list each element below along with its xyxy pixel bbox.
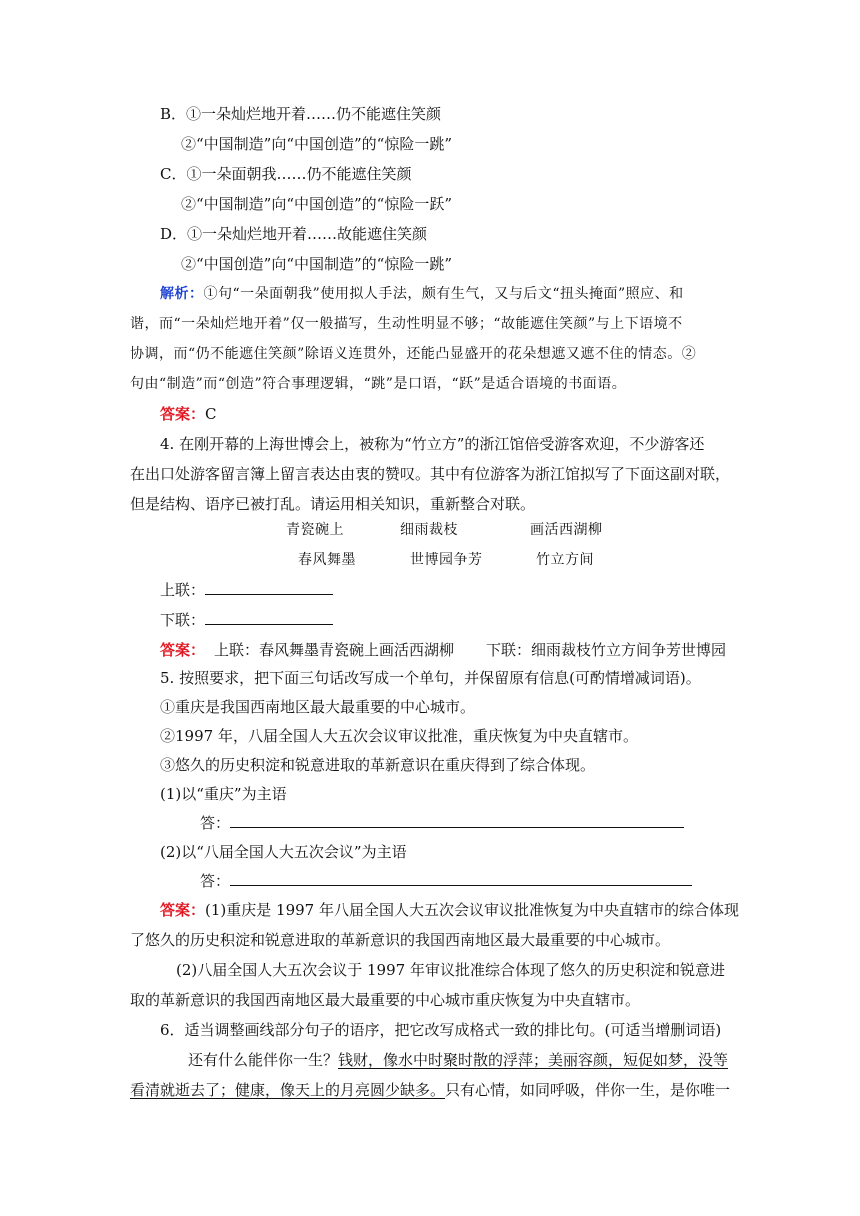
phrase: 春风舞墨 xyxy=(298,552,356,568)
option-c-line1: C．①一朵面朝我……仍不能遮住笑颜 xyxy=(160,165,412,183)
q5-item1: ①重庆是我国西南地区最大最重要的中心城市。 xyxy=(160,698,476,716)
lower-couplet-blank[interactable] xyxy=(205,610,333,625)
phrase: 画活西湖柳 xyxy=(530,522,603,538)
q4-answer xyxy=(160,640,205,660)
option-d-line2: ②“中国创造”向“中国制造”的“惊险一跳” xyxy=(181,255,453,273)
q6-para-start: 还有什么能伴你一生？ xyxy=(188,1051,339,1069)
q6-underlined-1: 钱财，像水中时聚时散的浮萍；美丽容颜，短促如梦，没等 xyxy=(338,1051,729,1069)
answer-prompt: 答： xyxy=(200,872,231,890)
lower-couplet-row xyxy=(160,610,333,630)
q3-analysis-line1 xyxy=(160,284,730,304)
q6-para-end: 只有心情，如同呼吸，伴你一生，是你唯一 xyxy=(445,1081,731,1099)
q5-answer-row-2 xyxy=(200,871,692,891)
option-b-line1: B．①一朵灿烂地开着……仍不能遮住笑颜 xyxy=(160,105,442,123)
q3-answer xyxy=(160,404,217,424)
q4-line1: 4. 在刚开幕的上海世博会上，被称为“竹立方”的浙江馆倍受游客欢迎，不少游客还 xyxy=(160,435,705,453)
upper-couplet-blank[interactable] xyxy=(205,580,333,595)
analysis-label: 解析： xyxy=(160,286,204,302)
q6-underlined-2: 看清就逝去了；健康，像天上的月亮圆少缺多。 xyxy=(130,1081,446,1099)
q5-item2: ②1997 年，八届全国人大五次会议审议批准，重庆恢复为中央直辖市。 xyxy=(160,727,638,745)
q4-line2: 在出口处游客留言簿上留言表达由衷的赞叹。其中有位游客为浙江馆拟写了下面这副对联， xyxy=(130,465,731,483)
phrase: 青瓷碗上 xyxy=(286,522,344,538)
answer-label: 答案： xyxy=(160,405,206,423)
q5-answer-blank-1[interactable] xyxy=(230,813,684,828)
option-b-line2: ②“中国制造”向“中国创造”的“惊险一跳” xyxy=(181,135,453,153)
q6-para-line2 xyxy=(130,1080,730,1100)
q6-line1: 6．适当调整画线部分句子的语序，把它改写成格式一致的排比句。(可适当增删词语) xyxy=(160,1021,722,1039)
q5-answer-row-1 xyxy=(200,813,684,833)
q5-sub2: (2)以“八届全国人大五次会议”为主语 xyxy=(160,843,407,861)
answer-value: C xyxy=(205,405,217,423)
q5-line1: 5. 按照要求，把下面三句话改写成一个单句，并保留原有信息(可酌情增减词语)。 xyxy=(160,669,701,687)
q3-analysis-line3: 协调，而“仍不能遮住笑颜”除语义连贯外，还能凸显盛开的花朵想遮又遮不住的情态。② xyxy=(130,346,697,362)
phrase: 竹立方间 xyxy=(536,552,594,568)
q4-answer-upper: 上联：春风舞墨青瓷碗上画活西湖柳 xyxy=(214,641,455,659)
q5-sub1: (1)以“重庆”为主语 xyxy=(160,785,287,803)
q5-ans2-line1: (2)八届全国人大五次会议于 1997 年审议批准综合体现了悠久的历史积淀和锐意进 xyxy=(176,961,725,979)
answer-label: 答案： xyxy=(160,641,206,659)
upper-couplet-row xyxy=(160,580,333,600)
q5-answer-blank-2[interactable] xyxy=(230,871,692,886)
q6-para-line1 xyxy=(188,1050,728,1070)
q4-line3: 但是结构、语序已被打乱。请运用相关知识，重新整合对联。 xyxy=(130,495,536,513)
option-d-line1: D．①一朵灿烂地开着……故能遮住笑颜 xyxy=(160,225,428,243)
answer-label: 答案： xyxy=(160,901,206,919)
upper-label: 上联： xyxy=(160,581,206,599)
q3-analysis-line4: 句由“制造”而“创造”符合事理逻辑，“跳”是口语，“跃”是适合语境的书面语。 xyxy=(130,376,627,392)
phrase: 细雨裁枝 xyxy=(400,522,458,538)
q5-ans1-line1: (1)重庆是 1997 年八届全国人大五次会议审议批准恢复为中央直辖市的综合体现 xyxy=(205,901,739,919)
analysis-text-1: ①句“一朵面朝我”使用拟人手法，颇有生气，又与后文“扭头掩面”照应、和 xyxy=(203,286,684,302)
lower-label: 下联： xyxy=(160,611,206,629)
q5-item3: ③悠久的历史积淀和锐意进取的革新意识在重庆得到了综合体现。 xyxy=(160,756,596,774)
phrase: 世博园争芳 xyxy=(410,552,483,568)
q5-ans1-line2: 了悠久的历史积淀和锐意进取的革新意识的我国西南地区最大最重要的中心城市。 xyxy=(130,931,671,949)
answer-prompt: 答： xyxy=(200,814,231,832)
option-c-line2: ②“中国制造”向“中国创造”的“惊险一跃” xyxy=(181,195,453,213)
q4-answer-lower: 下联：细雨裁枝竹立方间争芳世博园 xyxy=(486,641,727,659)
q5-answer-line1 xyxy=(160,900,739,920)
q5-ans2-line2: 取的革新意识的我国西南地区最大最重要的中心城市重庆恢复为中央直辖市。 xyxy=(130,991,641,1009)
q3-analysis-line2: 谐，而“一朵灿烂地开着”仅一般描写，生动性明显不够；“故能遮住笑颜”与上下语境不 xyxy=(130,316,683,332)
